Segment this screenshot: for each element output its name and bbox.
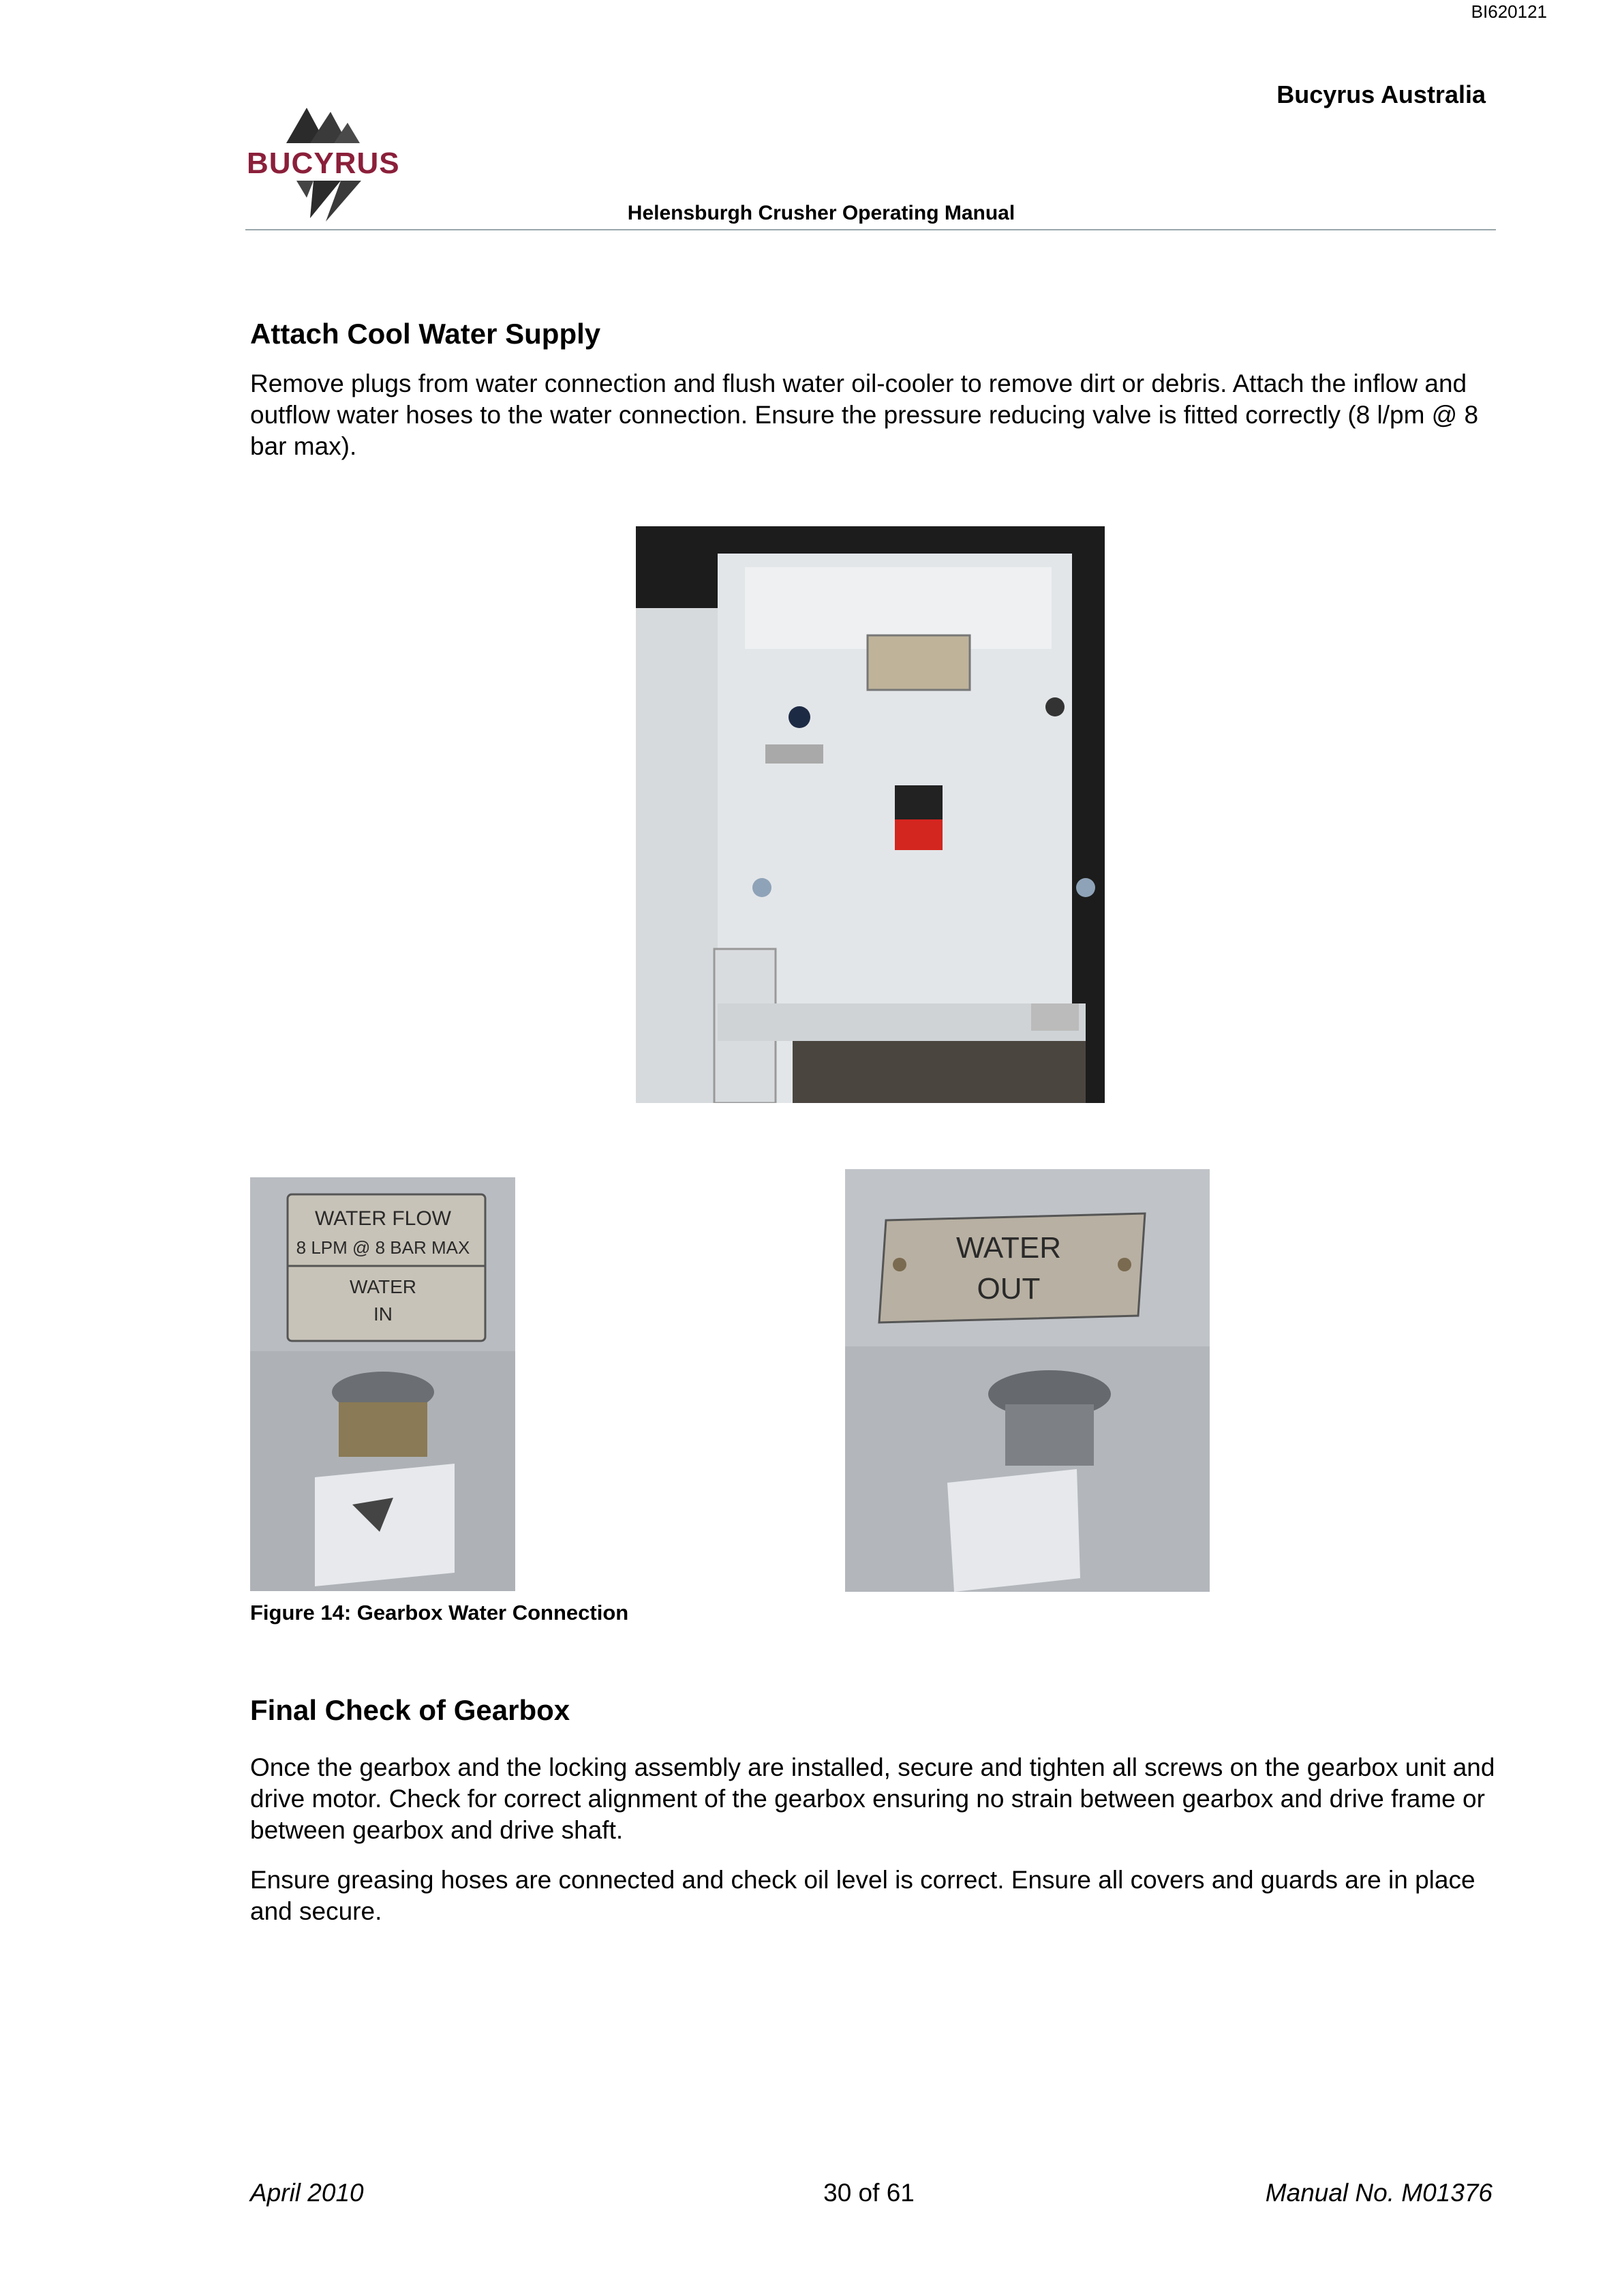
footer-date: April 2010: [250, 2179, 364, 2207]
plate-in-line1: WATER FLOW: [315, 1207, 451, 1230]
plate-in-line3: WATER: [350, 1276, 416, 1297]
final-check-paragraph-1: Once the gearbox and the locking assembly are installed, secure and tighten all screws on the gearbox unit and drive motor. Check for correct alignment of the gearbox ensuring no strain between gearbox and drive frame or between gearbox and drive shaft.: [250, 1753, 1495, 1844]
logo-wordmark: BUCYRUS: [247, 147, 400, 180]
cool-water-paragraph: Remove plugs from water connection and flush water oil-cooler to remove dirt or debris. Attach the inflow and outflow water hoses to the water connection. Ensure the pressure reducing valve is fitted correctly (8 l/pm @ 8 bar max).: [250, 369, 1479, 460]
water-in-photo: [250, 1177, 515, 1591]
manual-title: Helensburgh Crusher Operating Manual: [627, 202, 1015, 224]
header-rule: [245, 229, 1496, 230]
company-name: Bucyrus Australia: [1276, 80, 1486, 108]
footer-manual-number: Manual No. M01376: [1265, 2179, 1493, 2207]
plate-out-line2: OUT: [977, 1272, 1041, 1305]
section-heading-final-check: Final Check of Gearbox: [250, 1694, 570, 1726]
document-id: BI620121: [1471, 1, 1547, 22]
plate-out-line1: WATER: [956, 1231, 1061, 1265]
bucyrus-logo: [245, 102, 402, 228]
plate-in-line4: IN: [373, 1303, 393, 1325]
final-check-paragraph-2: Ensure greasing hoses are connected and check oil level is correct. Ensure all covers and guards are in place and secure.: [250, 1866, 1475, 1925]
gearbox-photo: [636, 526, 1105, 1103]
plate-in-line2: 8 LPM @ 8 BAR MAX: [296, 1237, 470, 1258]
footer-page-number: 30 of 61: [823, 2179, 915, 2207]
water-out-photo: [845, 1169, 1210, 1592]
figure-caption: Figure 14: Gearbox Water Connection: [250, 1601, 629, 1625]
section-heading-cool-water: Attach Cool Water Supply: [250, 318, 601, 350]
